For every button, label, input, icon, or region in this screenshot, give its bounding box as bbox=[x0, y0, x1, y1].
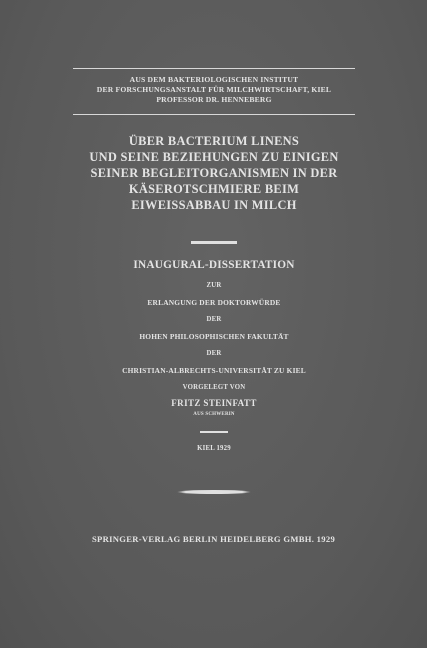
header-rule bbox=[73, 114, 355, 115]
top-rule bbox=[73, 68, 355, 69]
presented-by-text: VORGELEGT VON bbox=[182, 384, 246, 391]
title-line-5: EIWEISSABBAU IN MILCH bbox=[131, 198, 297, 212]
degree-text: ERLANGUNG DER DOKTORWÜRDE bbox=[147, 298, 281, 307]
institute-line-2: DER FORSCHUNGSANSTALT FÜR MILCHWIRTSCHAFT, KIEL bbox=[96, 85, 332, 94]
place-year: KIEL 1929 bbox=[197, 445, 231, 452]
publisher-imprint: SPRINGER-VERLAG BERLIN HEIDELBERG GMBH. 1929 bbox=[91, 534, 336, 544]
institute-line-3: PROFESSOR DR. HENNEBERG bbox=[156, 95, 272, 104]
title-frame bbox=[73, 68, 355, 552]
university-text: CHRISTIAN-ALBRECHTS-UNIVERSITÄT ZU KIEL bbox=[122, 366, 306, 375]
title-line-4: KÄSEROTSCHMIERE BEIM bbox=[128, 182, 300, 196]
zur-text: ZUR bbox=[206, 282, 222, 289]
title-divider bbox=[191, 241, 237, 244]
title-line-1: ÜBER BACTERIUM LINENS bbox=[128, 134, 300, 148]
faculty-text: HOHEN PHILOSOPHISCHEN FAKULTÄT bbox=[139, 332, 289, 341]
author-divider bbox=[200, 431, 228, 433]
institute-line-1: AUS DEM BAKTERIOLOGISCHEN INSTITUT bbox=[129, 75, 299, 84]
title-line-2: UND SEINE BEZIEHUNGEN ZU EINIGEN bbox=[89, 150, 339, 164]
dissertation-heading: INAUGURAL-DISSERTATION bbox=[133, 259, 295, 271]
der-text-1: DER bbox=[206, 316, 222, 323]
title-line-3: SEINER BEGLEITORGANISMEN IN DER bbox=[90, 166, 338, 180]
author-name: FRITZ STEINFATT bbox=[171, 398, 257, 408]
der-text-2: DER bbox=[206, 350, 222, 357]
ornamental-rule bbox=[177, 490, 251, 494]
author-origin: AUS SCHWERIN bbox=[193, 412, 235, 417]
